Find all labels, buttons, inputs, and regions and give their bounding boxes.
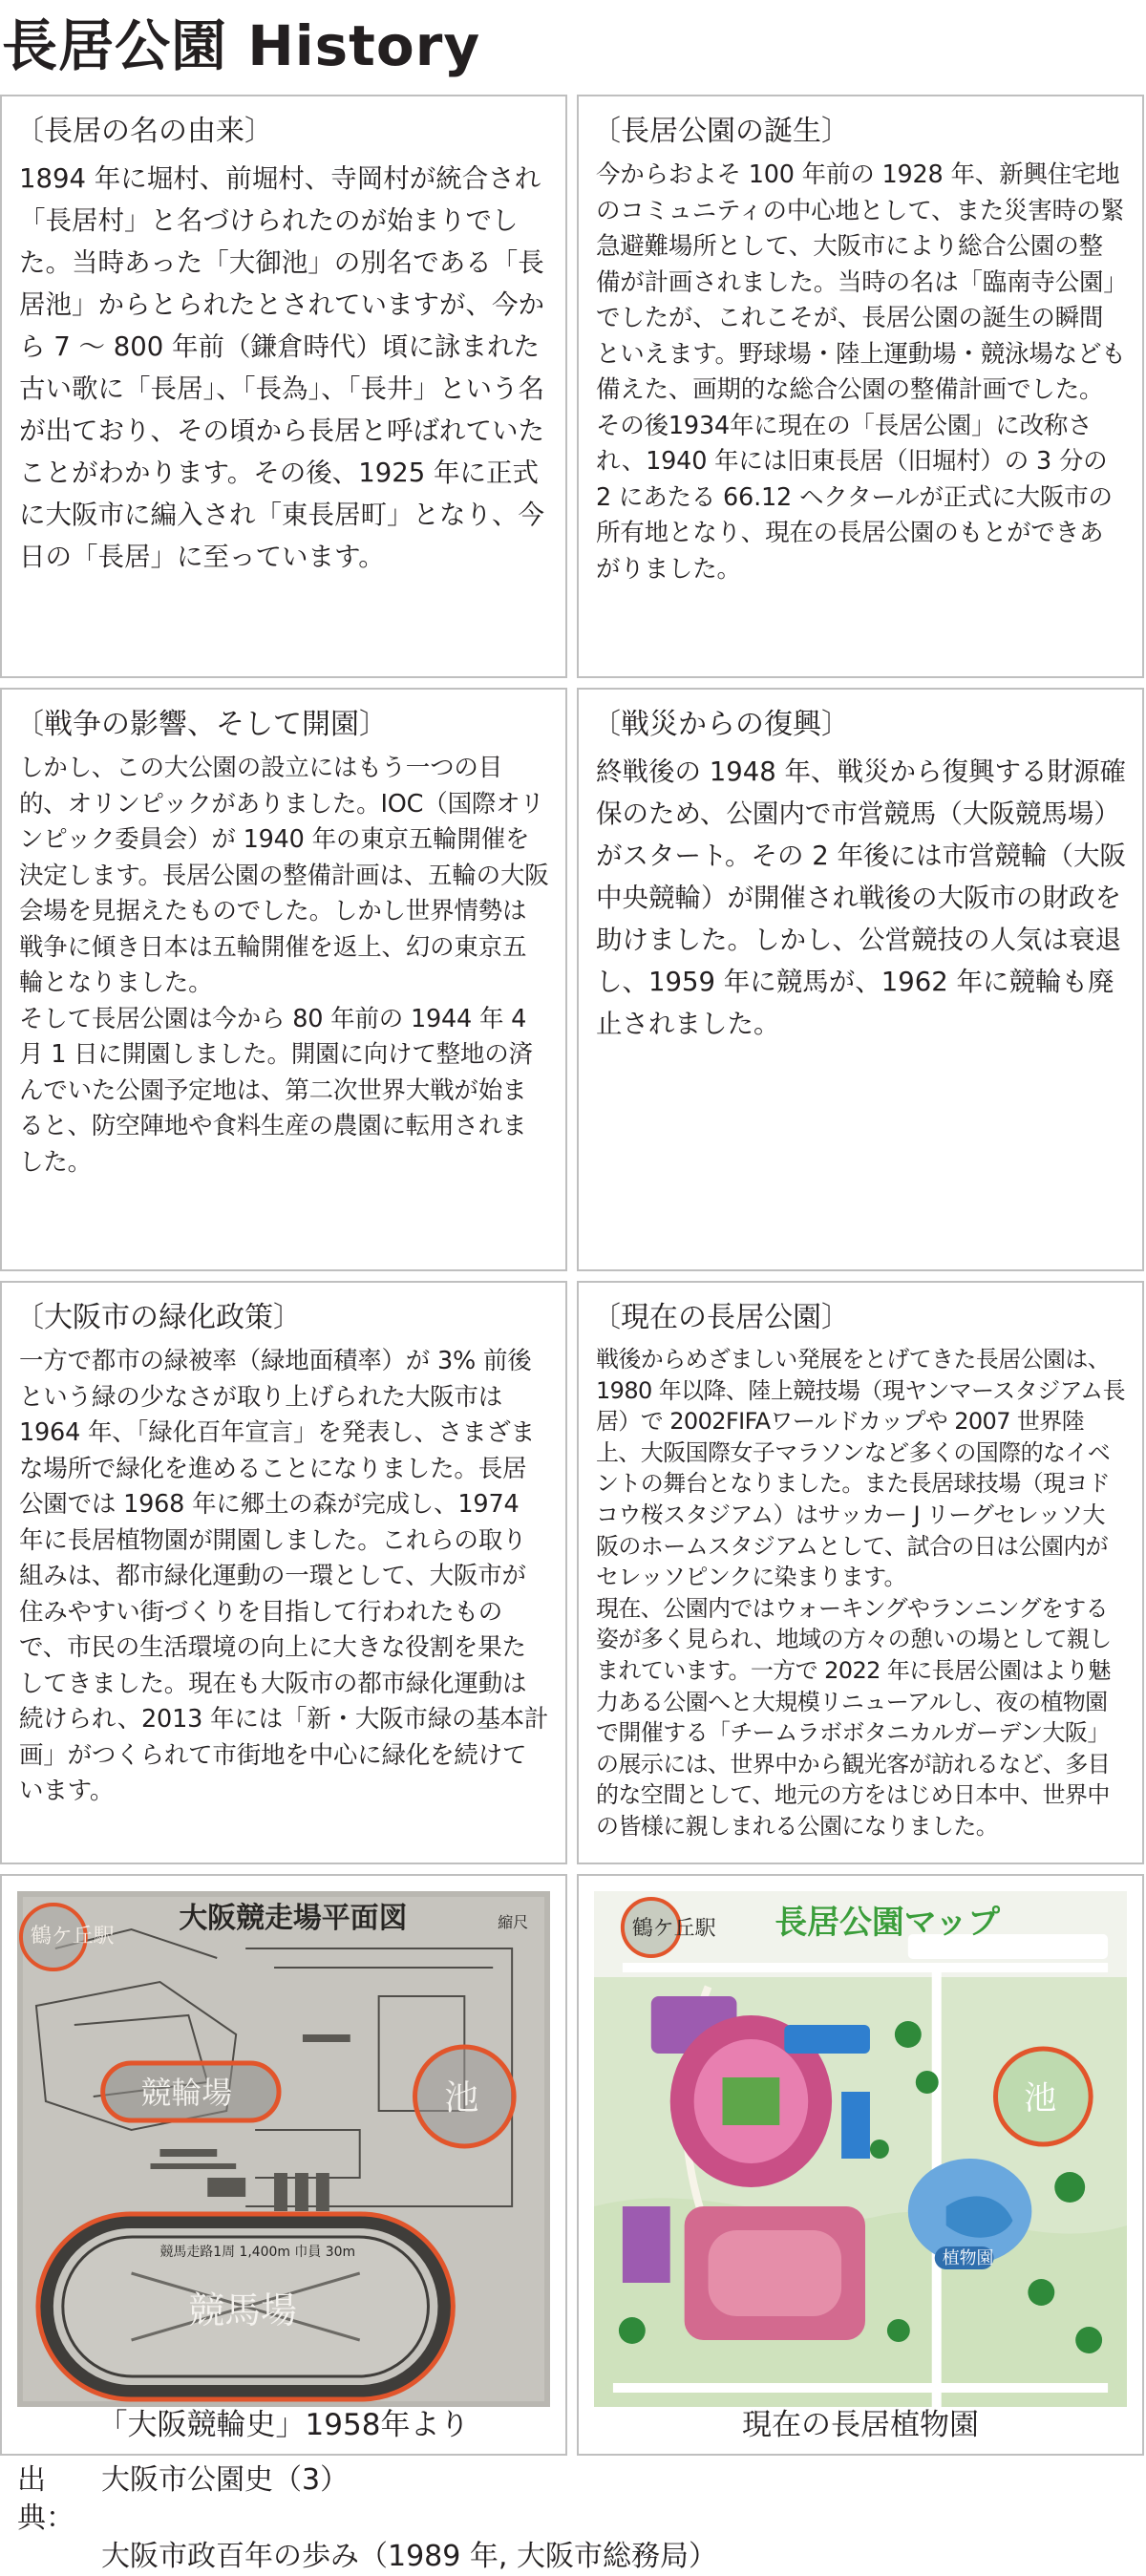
section-paragraph: 一方で都市の緑被率（緑地面積率）が 3% 前後という緑の少なさが取り上げられた大阪市は1964 年、「緑化百年宣言」を発表し、さまざまな場所で緑化を進めることになりました。長居公園では 1968 年に郷土の森が完成し、1974 年に長居植物園が開園しました。これらの取り組みは、都市緑化運動の一環として、大阪市が住みやすい街づくりを目指して行われたもので、市民の生活環境の向上に大きな役割を果たしてきました。現在も大阪市の都市緑化運動は続けられ、2013 年には「新・大阪市緑の基本計画」がつくられて市街地を中心に緑化を続けています。 <box>19 1347 549 1805</box>
section-heading: 〔戦争の影響、そして開園〕 <box>15 708 388 741</box>
old-map-panel <box>0 1874 567 2456</box>
section-park-today <box>577 1281 1144 1864</box>
section-body <box>19 1344 550 1810</box>
section-paragraph: 現在、公園内ではウォーキングやランニングをする姿が多く見られ、地域の方々の憩いの場として親しまれています。一方で 2022 年に長居公園はより魅力ある公園へと大規模リニューアルし、夜の植物園で開催する「チームラボボタニカルガーデン大阪」の展示には、世界中から観光客が訪れるなど、多目的な空間として、地元の方をはじめ日本中、世界中の皆様に親しまれる公園になりました。 <box>596 1594 1112 1840</box>
section-heading: 〔現在の長居公園〕 <box>592 1301 850 1334</box>
section-paragraph: しかし、この大公園の設立にはもう一つの目的、オリンピックがありました。IOC（国際オリンピック委員会）が 1940 年の東京五輪開催を決定します。長居公園の整備計画は、五輪の大阪会場を見据えたものでした。しかし世界情勢は戦争に傾き日本は五輪開催を返上、幻の東京五輪となりました。 <box>19 754 549 997</box>
old-map-caption: 「大阪競輪史」1958年より <box>97 2408 470 2442</box>
section-body <box>596 751 1127 1045</box>
section-paragraph: 1894 年に堀村、前堀村、寺岡村が統合され「長居村」と名づけられたのが始まりでした。当時あった「大御池」の別名である「長居池」からとられたとされていますが、今から 7 〜 800 年前（鎌倉時代）頃に詠まれた古い歌に「長居」、「長為」、「長井」という名が出ており、その頃から長居と呼ばれていたことがわかります。その後、1925 年に正式に大阪市に編入され「東長居町」となり、今日の「長居」に至っています。 <box>19 163 544 572</box>
section-origin-of-name <box>0 95 567 678</box>
old-map-keiba-label: 競馬場 <box>188 2289 297 2332</box>
old-map-station: 鶴ケ丘駅 <box>30 1924 115 1949</box>
new-map-station: 鶴ケ丘駅 <box>631 1916 716 1942</box>
section-heading: 〔長居公園の誕生〕 <box>592 115 850 148</box>
section-paragraph: 戦後からめざましい発展をとげてきた長居公園は、1980 年以降、陸上競技場（現ヤンマースタジアム長居）で 2002FIFAワールドカップや 2007 世界陸上、大阪国際女子マラソンなど多くの国際的なイベントの舞台となりました。また長居球技場（現ヨドコウ桜スタジアム）はサッカー J リーグセレッソ大阪のホームスタジアムとして、試合の日は公園内がセレッソピンクに染まります。 <box>596 1346 1125 1591</box>
new-map-panel <box>577 1874 1144 2456</box>
section-greening-policy <box>0 1281 567 1864</box>
new-map-garden-label: 植物園 <box>942 2247 994 2269</box>
old-racecourse-map <box>17 1891 550 2407</box>
source-label: 出典： <box>17 2463 74 2535</box>
current-park-map <box>594 1891 1127 2407</box>
section-body <box>596 1344 1127 1842</box>
section-body <box>19 751 550 1181</box>
page-title: 長居公園 History <box>2 13 481 78</box>
section-postwar-recovery <box>577 688 1144 1271</box>
source-line: 大阪市政百年の歩み（1989 年, 大阪市総務局） <box>101 2540 717 2573</box>
section-park-birth <box>577 95 1144 678</box>
old-map-corner-label: 縮尺 <box>498 1912 529 1932</box>
section-heading: 〔大阪市の緑化政策〕 <box>15 1301 302 1334</box>
source-line: 大阪市公園史（3） <box>101 2463 350 2497</box>
section-heading: 〔長居の名の由来〕 <box>15 115 273 148</box>
section-war-and-opening <box>0 688 567 1271</box>
new-map-title: 長居公園マップ <box>775 1904 1001 1943</box>
old-map-track-note: 競馬走路1周 1,400m 巾員 30m <box>159 2244 356 2261</box>
section-paragraph: 今からおよそ 100 年前の 1928 年、新興住宅地のコミュニティの中心地として、また災害時の緊急避難場所として、大阪市により総合公園の整備が計画されました。当時の名は「臨南寺公園」でしたが、これこそが、長居公園の誕生の瞬間といえます。野球場・陸上運動場・競泳場なども備えた、画期的な総合公園の整備計画でした。その後1934年に現在の「長居公園」に改称され、1940 年には旧東長居（旧堀村）の 3 分の 2 にあたる 66.12 ヘクタールが正式に大阪市の所有地となり、現在の長居公園のもとができあがりました。 <box>596 160 1126 584</box>
section-heading: 〔戦災からの復興〕 <box>592 708 850 741</box>
new-map-caption: 現在の長居植物園 <box>742 2408 979 2442</box>
old-map-pond-label: 池 <box>444 2077 479 2118</box>
old-map-keirin-label: 競輪場 <box>140 2074 233 2112</box>
source-citation <box>17 2461 717 2576</box>
section-paragraph: 終戦後の 1948 年、戦災から復興する財源確保のため、公園内で市営競馬（大阪競馬場）がスタート。その 2 年後には市営競輪（大阪中央競輪）が開催され戦後の大阪市の財政を助けました。しかし、公営競技の人気は衰退し、1959 年に競馬が、1962 年に競輪も廃止されました。 <box>596 756 1127 1039</box>
section-paragraph: そして長居公園は今から 80 年前の 1944 年 4 月 1 日に開園しました。開園に向けて整地の済んでいた公園予定地は、第二次世界大戦が始まると、防空陣地や食料生産の農園に転用されました。 <box>19 1004 533 1177</box>
section-body <box>19 158 550 578</box>
old-map-header: 大阪競走場平面図 <box>179 1901 408 1936</box>
new-map-pond-label: 池 <box>1024 2079 1057 2118</box>
section-body <box>596 158 1127 587</box>
